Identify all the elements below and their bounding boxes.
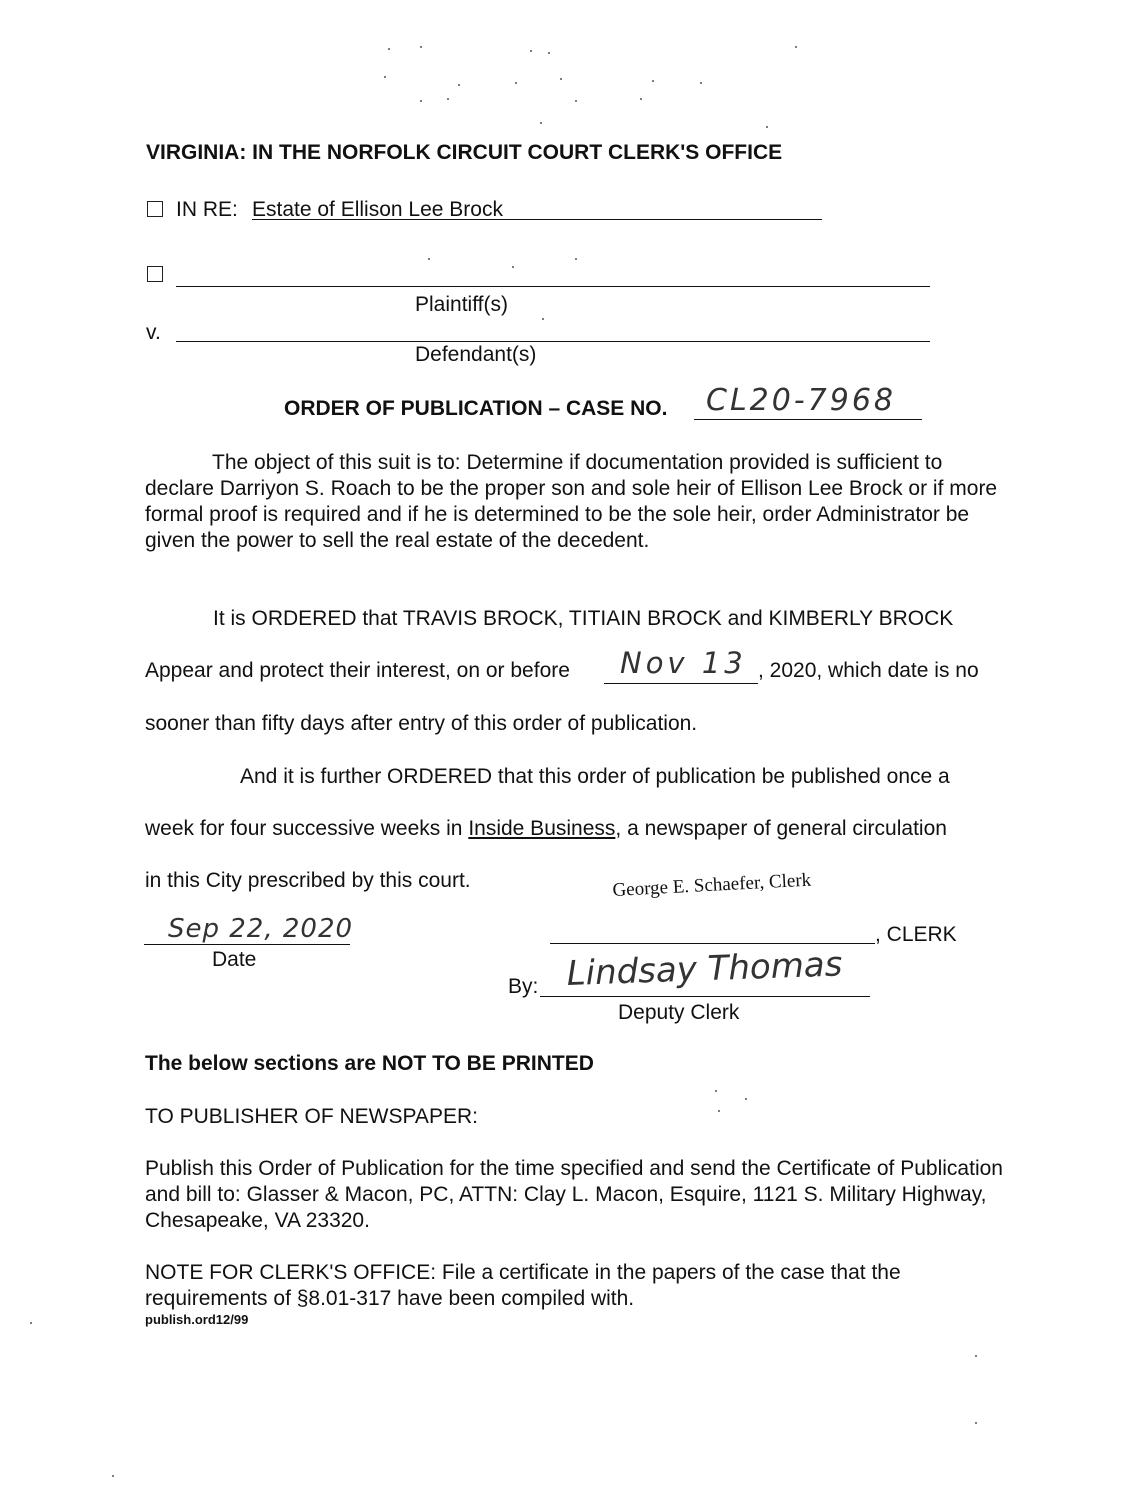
case-number-underline (694, 419, 922, 420)
ordered-line-1: It is ORDERED that TRAVIS BROCK, TITIAIN BROCK and KIMBERLY BROCK (213, 607, 954, 630)
plaintiff-line (176, 286, 930, 287)
deputy-line (540, 996, 870, 997)
further-line-2: week for four successive weeks in Inside Business, a newspaper of general circulation (145, 817, 947, 840)
court-header: VIRGINIA: IN THE NORFOLK CIRCUIT COURT CLERK'S OFFICE (146, 141, 783, 164)
date-underline (144, 944, 350, 945)
in-re-value: Estate of Ellison Lee Brock (252, 198, 503, 221)
publisher-heading: TO PUBLISHER OF NEWSPAPER: (145, 1105, 478, 1128)
clerk-label: , CLERK (875, 923, 957, 946)
order-title: ORDER OF PUBLICATION – CASE NO. (284, 397, 668, 420)
defendant-label: Defendant(s) (415, 343, 537, 366)
clerk-stamp: George E. Schaefer, Clerk (612, 869, 812, 901)
appear-date-underline (604, 683, 758, 684)
defendant-line (176, 341, 930, 342)
ordered-line-3: sooner than fifty days after entry of this order of publication. (145, 712, 698, 735)
in-re-checkbox[interactable] (147, 201, 163, 217)
by-label: By: (508, 975, 539, 998)
appear-date: Nov 13 (620, 646, 747, 680)
signed-date: Sep 22, 2020 (168, 914, 354, 944)
publisher-instructions: Publish this Order of Publication for the time specified and send the Certificate of Publication and bill to: Glasser & Macon, PC, ATTN: Clay L. Macon, Esquire, 1121 S. Military Highway, Chesapeake, VA 23320. (145, 1157, 1003, 1232)
object-paragraph: The object of this suit is to: Determine if documentation provided is sufficient to declare Darriyon S. Roach to be the proper son and sole heir of Ellison Lee Brock or if more formal proof is required and if he is determined to be the sole heir, order Administrator be given the power to sell the real estate of the decedent. (145, 451, 998, 552)
plaintiff-label: Plaintiff(s) (415, 293, 508, 316)
plaintiff-checkbox[interactable] (147, 266, 163, 282)
not-printed-heading: The below sections are NOT TO BE PRINTED (145, 1052, 594, 1075)
clerk-note: NOTE FOR CLERK'S OFFICE: File a certificate in the papers of the case that the requirements of §8.01-317 have been compiled with. (145, 1261, 901, 1310)
ordered-line-2-prefix: Appear and protect their interest, on or before (145, 659, 570, 682)
in-re-label: IN RE: (176, 198, 238, 221)
deputy-signature: Lindsay Thomas (566, 944, 844, 994)
further-line-3: in this City prescribed by this court. (145, 869, 471, 892)
clerk-line (550, 943, 875, 944)
ordered-line-2-suffix: , 2020, which date is no (758, 659, 979, 682)
further-line-1: And it is further ORDERED that this order of publication be published once a (240, 765, 950, 788)
versus-label: v. (146, 321, 161, 344)
newspaper-name: Inside Business (468, 817, 616, 840)
deputy-label: Deputy Clerk (618, 1001, 740, 1024)
date-label: Date (212, 948, 257, 971)
case-number: CL20-7968 (706, 383, 897, 418)
in-re-underline (252, 219, 822, 220)
form-id: publish.ord12/99 (145, 1312, 249, 1327)
